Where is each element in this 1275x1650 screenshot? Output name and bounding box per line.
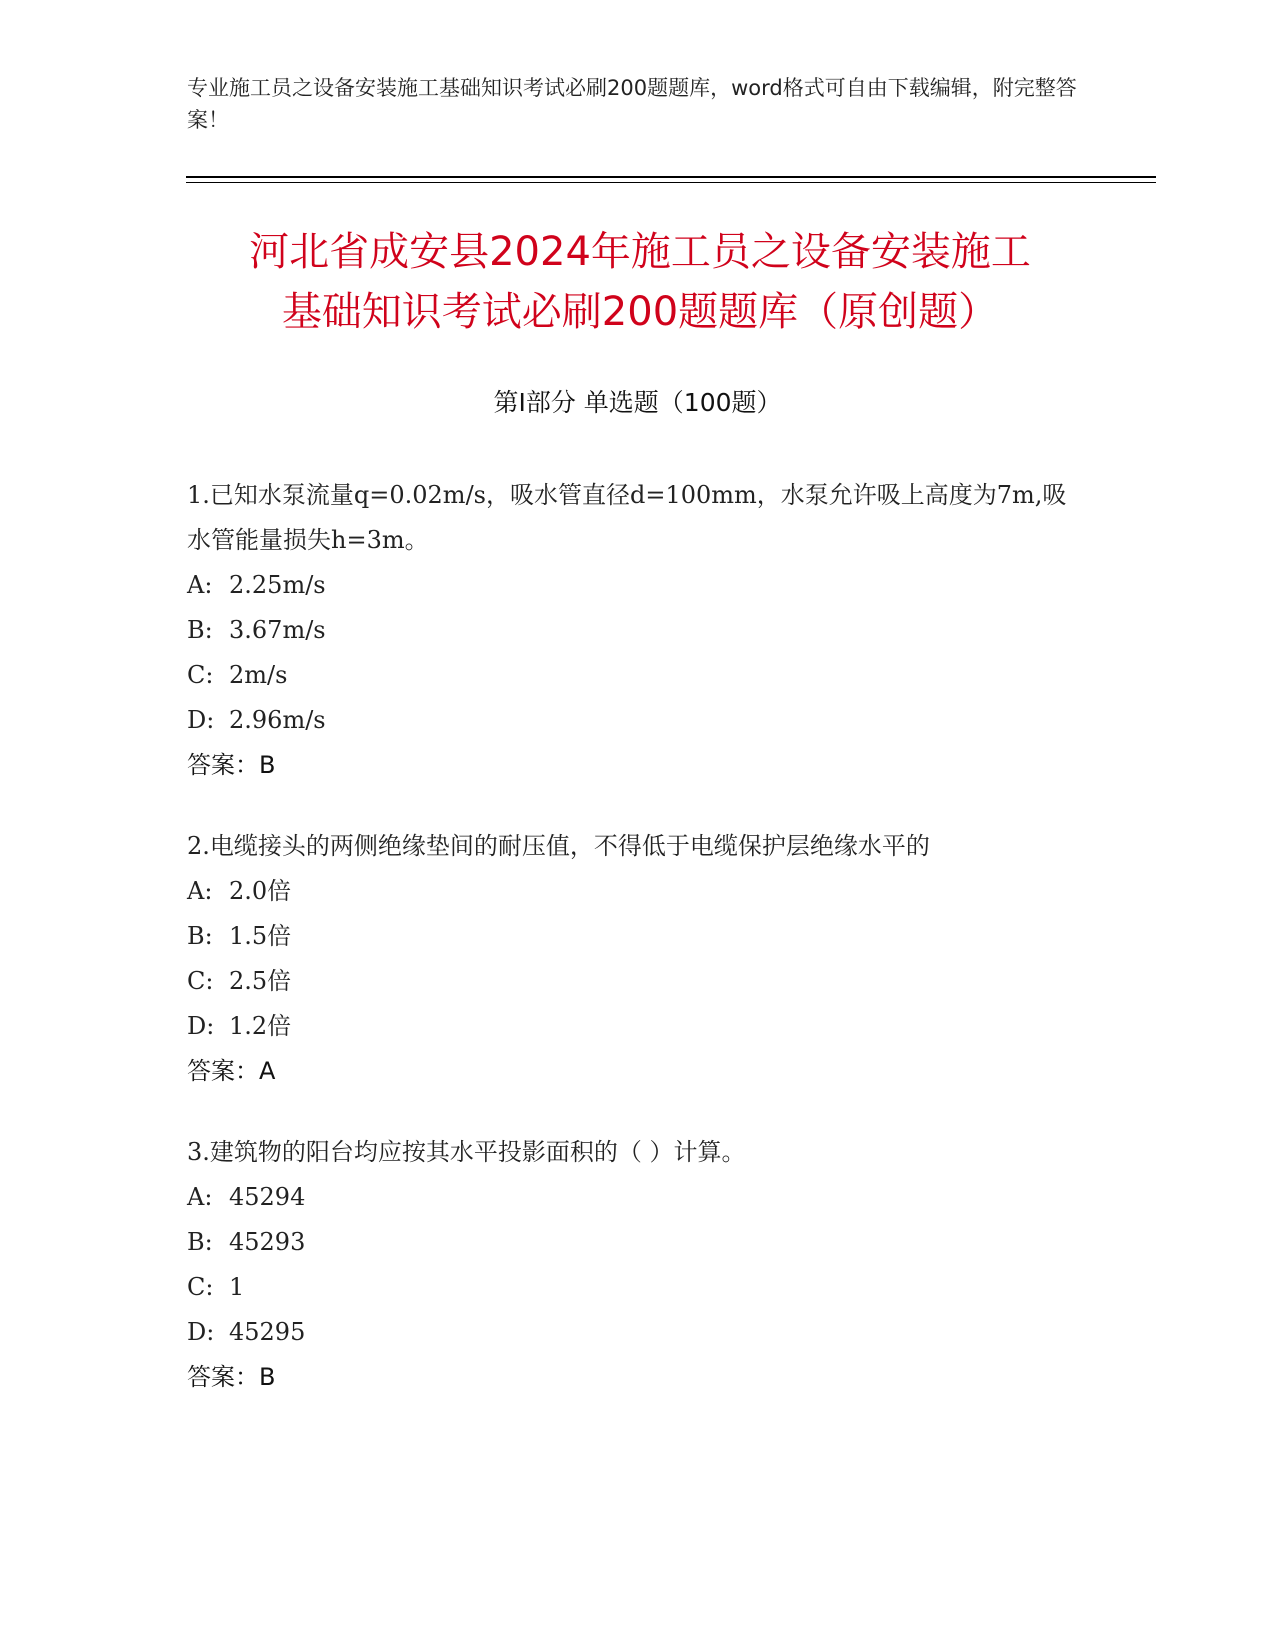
option-b (187, 608, 1067, 653)
header-rule-thick (186, 176, 1156, 178)
option-value: 2.96m/s (229, 706, 326, 734)
header-note: 专业施工员之设备安装施工基础知识考试必刷200题题库，word格式可自由下载编辑，附完整答案！ (187, 76, 1077, 132)
option-c (187, 653, 1067, 698)
option-value: 3.67m/s (229, 616, 326, 644)
document-title-line2: 基础知识考试必刷200题题库（原创题） (281, 289, 999, 335)
question-text: 3.建筑物的阳台均应按其水平投影面积的（ ）计算。 (187, 1138, 746, 1166)
option-a (187, 563, 1067, 608)
option-c (187, 959, 1067, 1004)
option-label: B: (187, 1228, 213, 1256)
question-3 (187, 1130, 1067, 1400)
answer-value: B (259, 751, 276, 779)
option-label: D: (187, 706, 215, 734)
option-d (187, 1310, 1067, 1355)
answer-prefix: 答案： (187, 1363, 259, 1391)
question-list (187, 473, 1067, 1436)
option-d (187, 1004, 1067, 1049)
answer-prefix: 答案： (187, 1057, 259, 1085)
header-rule-thin (186, 182, 1156, 183)
option-label: A: (187, 1183, 213, 1211)
option-a (187, 1175, 1067, 1220)
option-value: 45295 (229, 1318, 306, 1346)
question-2 (187, 824, 1067, 1094)
option-value: 1 (229, 1273, 245, 1301)
option-value: 45293 (229, 1228, 306, 1256)
option-value: 1.5倍 (229, 922, 292, 950)
option-label: C: (187, 967, 214, 995)
answer-line (187, 1355, 1067, 1400)
option-value: 45294 (229, 1183, 306, 1211)
option-value: 2.0倍 (229, 877, 292, 905)
option-a (187, 869, 1067, 914)
question-text: 2.电缆接头的两侧绝缘垫间的耐压值，不得低于电缆保护层绝缘水平的 (187, 832, 930, 860)
option-label: A: (187, 877, 213, 905)
question-text: 1.已知水泵流量q=0.02m/s，吸水管直径d=100mm，水泵允许吸上高度为7m,吸水管能量损失h=3m。 (187, 481, 1067, 554)
option-label: B: (187, 922, 213, 950)
answer-line (187, 743, 1067, 788)
answer-prefix: 答案： (187, 751, 259, 779)
section-heading: 第Ⅰ部分 单选题（100题） (493, 388, 782, 417)
option-b (187, 1220, 1067, 1265)
option-label: D: (187, 1012, 215, 1040)
option-label: A: (187, 571, 213, 599)
option-value: 1.2倍 (229, 1012, 292, 1040)
option-label: B: (187, 616, 213, 644)
document-title (180, 222, 1100, 342)
option-label: C: (187, 1273, 214, 1301)
option-label: D: (187, 1318, 215, 1346)
document-title-line1: 河北省成安县2024年施工员之设备安装施工 (249, 229, 1031, 275)
answer-value: B (259, 1363, 276, 1391)
option-value: 2.5倍 (229, 967, 292, 995)
answer-value: A (259, 1057, 276, 1085)
option-b (187, 914, 1067, 959)
option-value: 2.25m/s (229, 571, 326, 599)
option-label: C: (187, 661, 214, 689)
option-d (187, 698, 1067, 743)
question-1 (187, 473, 1067, 788)
option-c (187, 1265, 1067, 1310)
option-value: 2m/s (229, 661, 288, 689)
answer-line (187, 1049, 1067, 1094)
